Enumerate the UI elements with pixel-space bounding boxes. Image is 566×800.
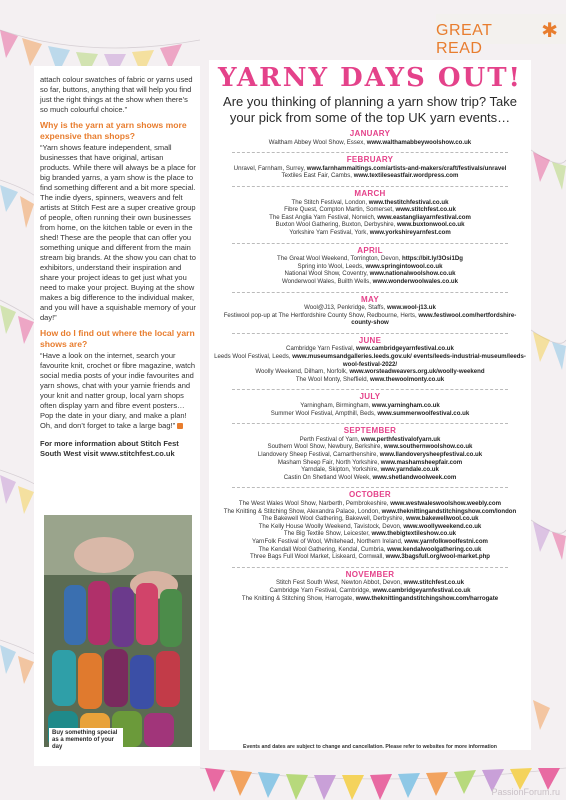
event-name: Buxton Wool Gathering, Buxton, Derbyshire, [275, 221, 397, 229]
event-item [214, 214, 526, 222]
event-item [214, 263, 526, 271]
event-item [214, 270, 526, 278]
month-block [214, 190, 526, 240]
event-link[interactable]: www.festiwool.com/hertfordshire-county-show [351, 311, 517, 327]
event-name: Llandovery Sheep Festival, Camarthenshire, [257, 451, 380, 458]
event-name: Wool@J13, Penkridge, Staffs, [304, 304, 387, 312]
month-heading: MAY [361, 294, 379, 304]
event-link[interactable]: www.thestitchfestival.co.uk [368, 198, 449, 206]
event-name: Textiles East Fair, Cambs, [281, 172, 354, 180]
month-block [214, 156, 526, 183]
event-item [214, 530, 526, 538]
event-item [214, 459, 526, 467]
events-list [214, 128, 526, 605]
event-item [214, 508, 526, 516]
event-name: Cambridge Yarn Festival, Cambridge, [269, 586, 373, 594]
event-item [214, 255, 526, 263]
event-item [214, 402, 526, 410]
panel-intro: Are you thinking of planning a yarn show trip? Take your pick from some of the top UK yarn events… [223, 94, 517, 125]
event-link[interactable]: www.yarndale.co.uk [380, 466, 439, 474]
event-name: The West Wales Wool Show, Narberth, Pembrokeshire, [238, 499, 391, 507]
event-item [214, 595, 526, 603]
question-heading-price: Why is the yarn at yarn shows more expensive than shops? [40, 120, 187, 141]
event-name: Unravel, Farnham, Surrey, [233, 164, 307, 172]
month-block [214, 337, 526, 387]
event-name: Festiwool pop-up at The Hertfordshire County Show, Redbourne, Herts, [223, 311, 419, 319]
event-item [214, 500, 526, 508]
event-name: The Bakewell Wool Gathering, Bakewell, Derbyshire, [261, 515, 406, 523]
event-name: The Knitting & Stitching Show, Alexandra Palace, London, [223, 507, 382, 515]
month-divider [232, 423, 508, 424]
month-heading: JUNE [358, 335, 382, 345]
event-link[interactable]: www.summerwoolfestival.co.uk [377, 409, 470, 417]
event-name: Castin On Shetland Wool Week, [283, 473, 373, 481]
event-item [214, 474, 526, 482]
month-divider [232, 292, 508, 293]
month-heading: SEPTEMBER [343, 426, 397, 436]
event-name: The Knitting & Stitching Show, Harrogate, [241, 594, 356, 602]
event-name: National Wool Show, Coventry, [284, 270, 370, 278]
event-name: The Stitch Festival, London, [291, 198, 369, 206]
event-link[interactable]: www.buxtonwool.co.uk [397, 221, 465, 229]
event-item [214, 546, 526, 554]
event-link[interactable]: www.3bagsfull.org/wool-market.php [385, 553, 491, 561]
yarn-photo [44, 515, 192, 747]
event-item [214, 278, 526, 286]
event-name: Spring into Wool, Leeds, [297, 262, 366, 270]
event-name: Cambridge Yarn Festival, [286, 345, 356, 353]
month-divider [232, 487, 508, 488]
section-header [436, 14, 566, 57]
event-item [214, 538, 526, 546]
event-link[interactable]: www.thewoolmonty.co.uk [370, 375, 445, 383]
asterisk-icon: ✱ [541, 20, 558, 42]
event-name: YarnFolk Festival of Wool, Whitehead, Northern Ireland, [252, 537, 405, 545]
event-name: Yarningham, Birmingham, [300, 402, 372, 410]
event-link[interactable]: www.thebigtextileshow.co.uk [371, 530, 457, 538]
event-item [214, 436, 526, 444]
footnote: Events and dates are subject to change and cancellation. Please refer to websites for more information [243, 744, 497, 750]
event-link[interactable]: www.yorkshireyarnfest.com [369, 228, 451, 236]
month-block [214, 296, 526, 330]
info-link[interactable]: www.stitchfest.co.uk [100, 449, 175, 458]
event-name: Wonderwool Wales, Builth Wells, [281, 277, 373, 285]
event-name: The Big Textile Show, Leicester, [283, 530, 372, 538]
event-item [214, 229, 526, 237]
answer-paragraph-price: “Yarn shows feature independent, small businesses that have original, artisan products. While there will always be a place for big branded yarns, a yarn show is the place to find something different and a bit more special. The indie dyers, spinners, weavers and felt artists at Stitch Fest are a super creative group of people, often running their own businesses from home, on the kitchen table or even in the shed! These are the people that can offer you something unique and different from the main stream big brands. At the show you can chat to exhibitors, understand their inspiration and share your project ideas to get just what you need to make your project. Buying at the show makes a big difference to the individual maker, and you will have a squishable memory of your day!” [40, 143, 196, 322]
event-link[interactable]: www.walthamabbeywoolshow.co.uk [366, 138, 472, 146]
event-item [214, 221, 526, 229]
month-divider [232, 333, 508, 334]
event-item [214, 515, 526, 523]
event-name: Woolly Weekend, Dilham, Norfolk, [255, 368, 350, 376]
event-name: Masham Sheep Fair, North Yorkshire, [277, 458, 381, 466]
event-name: Yarndale, Skipton, Yorkshire, [301, 466, 381, 474]
left-column-text [40, 75, 196, 463]
question-heading-find: How do I find out where the local yarn shows are? [40, 328, 195, 349]
event-item [214, 172, 526, 180]
event-link[interactable]: www.eastangliayarnfestival.com [377, 213, 471, 221]
event-link[interactable]: https://bit.ly/3Osi1Dg [402, 255, 463, 263]
event-name: Stitch Fest South West, Newton Abbot, Devon, [276, 579, 404, 587]
month-block [214, 393, 526, 420]
month-heading: APRIL [357, 245, 383, 255]
event-link[interactable]: www.llandoverysheepfestival.co.uk [379, 451, 483, 458]
month-heading: JANUARY [349, 129, 391, 138]
month-heading: MARCH [354, 188, 386, 198]
event-link[interactable]: www.bakewellwool.co.uk [405, 515, 479, 523]
month-heading: NOVEMBER [345, 569, 395, 579]
event-item [214, 443, 526, 451]
section-title: GREAT READ [436, 22, 493, 57]
event-item [214, 410, 526, 418]
panel-title: YARNY DAYS OUT! [218, 63, 522, 93]
month-heading: JULY [359, 392, 381, 402]
event-link[interactable]: www.westwaleswoolshow.weebly.com [390, 499, 502, 507]
event-link[interactable]: www.perthfestivalofyarn.uk [361, 435, 441, 443]
month-block [214, 130, 526, 149]
month-heading: FEBRUARY [346, 155, 394, 165]
intro-paragraph: attach colour swatches of fabric or yarns used so far, buttons, anything that will help you find just the right things at the show when there’s so much colourful choice.” [40, 75, 193, 114]
event-name: Leeds Wool Festival, Leeds, [214, 353, 293, 361]
month-divider [232, 243, 508, 244]
event-link[interactable]: www.southernwoolshow.co.uk [383, 443, 473, 451]
event-name: Yorkshire Yarn Festival, York, [289, 228, 370, 236]
month-block [214, 491, 526, 563]
event-item [214, 353, 526, 368]
event-link[interactable]: www.kendalwoolgathering.co.uk [387, 545, 482, 553]
event-link[interactable]: www.theknittingandstitchingshow.com/london [381, 507, 517, 515]
event-name: Perth Festival of Yarn, [299, 435, 362, 443]
month-divider [232, 152, 508, 153]
event-item [214, 304, 526, 312]
event-link[interactable]: www.stitchfest.co.uk [403, 579, 464, 587]
event-item [214, 206, 526, 214]
event-name: Summer Wool Festival, Ampthill, Beds, [270, 409, 378, 417]
month-heading: OCTOBER [349, 490, 391, 500]
event-item [214, 312, 526, 327]
answer-paragraph-find: “Have a look on the internet, search your favourite knit, crochet or fibre magazine, watch social media posts of your indie favourites and yarn shows, chat with your yarnie friends and your knit and natter group, local yarn shops often display yarn and fibre event posters… Pop the date in your diary, and make a plan! Oh, and don’t forget to take a large bag!” [40, 351, 196, 430]
event-name: Waltham Abbey Wool Show, Essex, [268, 138, 367, 146]
event-item [214, 368, 526, 376]
month-block [214, 247, 526, 289]
month-block [214, 571, 526, 605]
event-link[interactable]: www.mashamsheepfair.com [380, 458, 463, 466]
watermark: PassionForum.ru [491, 787, 560, 797]
event-link[interactable]: www.springintowool.co.uk [365, 262, 443, 270]
event-name: The Wool Monty, Sheffield, [295, 375, 371, 383]
event-link[interactable]: www.woollyweekend.co.uk [403, 522, 482, 530]
event-link[interactable]: www.theknittingandstitchingshow.com/harrogate [355, 594, 499, 602]
event-item [214, 345, 526, 353]
event-item [214, 587, 526, 595]
event-link[interactable]: www.yarningham.co.uk [371, 402, 440, 410]
event-link[interactable]: www.shetlandwoolweek.com [372, 473, 457, 481]
event-link[interactable]: www.museumsandgalleries.leeds.gov.uk/ events/leeds-industrial-museum/leeds-wool-festival-2022/ [292, 353, 526, 368]
month-divider [232, 186, 508, 187]
event-link[interactable]: www.cambridgeyarnfestival.co.uk [355, 345, 454, 353]
event-link[interactable]: www.nationalwoolshow.co.uk [369, 270, 456, 278]
event-item [214, 553, 526, 561]
event-item [214, 523, 526, 531]
event-link[interactable]: www.textileseastfair.wordpress.com [353, 172, 459, 180]
event-item [214, 199, 526, 207]
event-item [214, 451, 526, 459]
event-name: The Kendall Wool Gathering, Kendal, Cumbria, [258, 545, 388, 553]
event-name: Southern Wool Show, Newbury, Berkshire, [267, 443, 384, 451]
event-link[interactable]: www.yarnfolkwoolfestni.com [404, 537, 488, 545]
event-name: Three Bags Full Wool Market, Liskeard, Cornwall, [249, 553, 386, 561]
event-name: The Kelly House Woolly Weekend, Tavistock, Devon, [258, 522, 404, 530]
event-item [214, 165, 526, 173]
month-divider [232, 567, 508, 568]
event-name: The East Anglia Yarn Festival, Norwich, [269, 213, 378, 221]
event-link[interactable]: www.wool-j13.uk [386, 304, 436, 312]
month-divider [232, 389, 508, 390]
event-name: The Great Wool Weekend, Torrington, Devon, [277, 255, 403, 263]
more-info: For more information about Stitch Fest South West visit www.stitchfest.co.uk [40, 439, 179, 458]
event-link[interactable]: www.wonderwoolwales.co.uk [372, 277, 459, 285]
month-block [214, 427, 526, 484]
event-item [214, 579, 526, 587]
end-marker-icon [177, 423, 183, 429]
event-link[interactable]: www.farnhammaltings.com/artists-and-makers/craft/festivals/unravel [306, 164, 507, 172]
event-item [214, 139, 526, 147]
photo-caption: Buy something special as a memento of your day [49, 728, 123, 753]
event-name: Fibre Quest, Compton Martin, Somerset, [284, 206, 396, 214]
event-link[interactable]: www.cambridgeyarnfestival.co.uk [372, 586, 471, 594]
event-item [214, 466, 526, 474]
event-link[interactable]: www.stitchfest.co.uk [395, 206, 456, 214]
event-item [214, 376, 526, 384]
event-link[interactable]: www.worsteadweavers.org.uk/woolly-weekend [349, 368, 485, 376]
